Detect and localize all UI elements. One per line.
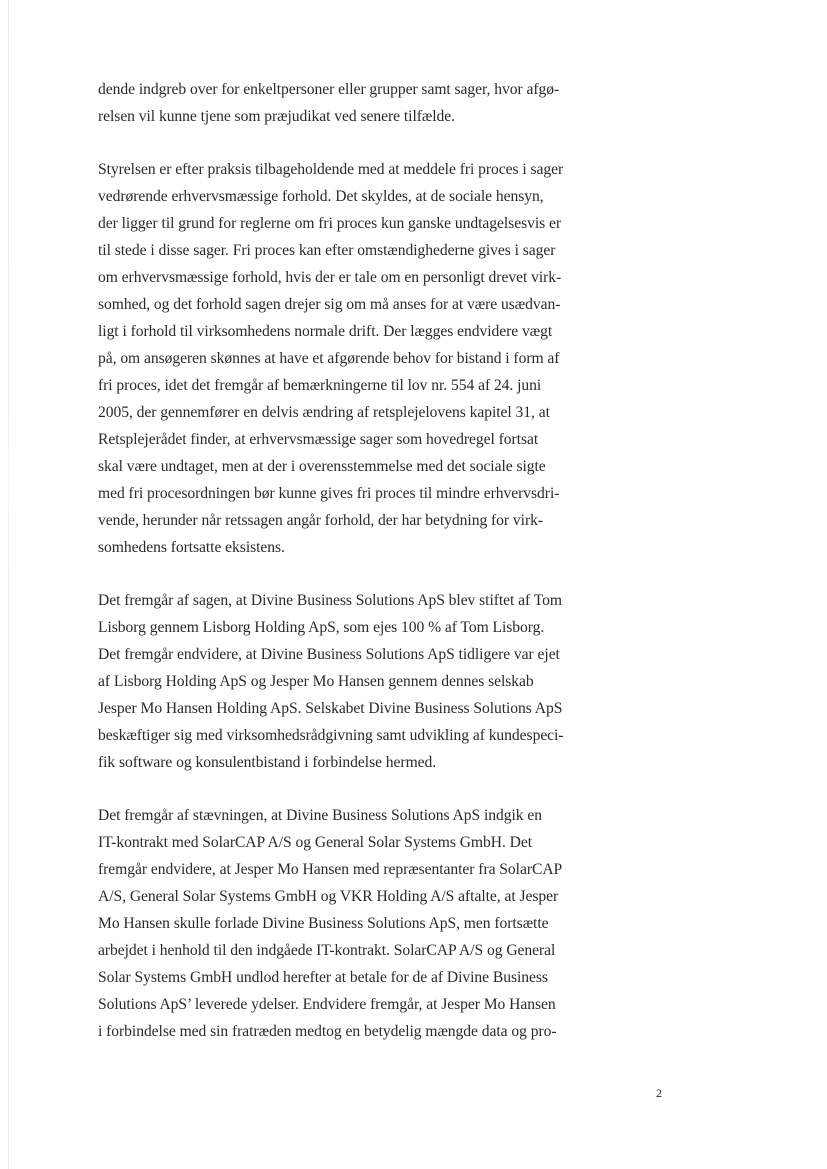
text-line: vende, herunder når retssagen angår forhold, der har betydning for virk- [98,512,543,529]
text-line: om erhvervsmæssige forhold, hvis der er tale om en personligt drevet virk- [98,269,562,286]
text-line: Mo Hansen skulle forlade Divine Business Solutions ApS, men fortsætte [98,915,549,932]
text-line: på, om ansøgeren skønnes at have et afgørende behov for bistand i form af [98,350,560,367]
text-line: Styrelsen er efter praksis tilbageholdende med at meddele fri proces i sager [98,161,564,178]
text-line: Retsplejerådet finder, at erhvervsmæssige sager som hovedregel fortsat [98,431,539,448]
text-line: der ligger til grund for reglerne om fri proces kun ganske undtagelsesvis er [98,215,562,232]
text-line: fik software og konsulentbistand i forbindelse hermed. [98,754,437,771]
paragraph-2 [98,156,618,561]
text-line: Det fremgår af sagen, at Divine Business Solutions ApS blev stiftet af Tom [98,592,562,609]
text-line: dende indgreb over for enkeltpersoner eller grupper samt sager, hvor afgø- [98,81,560,98]
text-line: fremgår endvidere, at Jesper Mo Hansen med repræsentanter fra SolarCAP [98,861,563,878]
text-line: arbejdet i henhold til den indgåede IT-kontrakt. SolarCAP A/S og General [98,942,556,959]
text-line: IT-kontrakt med SolarCAP A/S og General Solar Systems GmbH. Det [98,834,533,851]
text-line: relsen vil kunne tjene som præjudikat ved senere tilfælde. [98,108,455,125]
text-line: vedrørende erhvervsmæssige forhold. Det skyldes, at de sociale hensyn, [98,188,544,205]
text-line: til stede i disse sager. Fri proces kan efter omstændighederne gives i sager [98,242,556,259]
text-line: Solar Systems GmbH undlod herefter at betale for de af Divine Business [98,969,548,986]
text-line: A/S, General Solar Systems GmbH og VKR Holding A/S aftalte, at Jesper [98,888,559,905]
page-number: 2 [656,1086,662,1100]
text-line: Solutions ApS’ leverede ydelser. Endvidere fremgår, at Jesper Mo Hansen [98,996,556,1013]
paragraph-4 [98,802,618,1045]
text-line: beskæftiger sig med virksomhedsrådgivning samt udvikling af kundespeci- [98,727,564,744]
text-line: 2005, der gennemfører en delvis ændring af retsplejelovens kapitel 31, at [98,404,550,421]
text-line: Lisborg gennem Lisborg Holding ApS, som ejes 100 % af Tom Lisborg. [98,619,545,636]
text-line: af Lisborg Holding ApS og Jesper Mo Hansen gennem dennes selskab [98,673,534,690]
text-line: ligt i forhold til virksomhedens normale drift. Der lægges endvidere vægt [98,323,553,340]
text-line: med fri procesordningen bør kunne gives fri proces til mindre erhvervsdri- [98,485,560,502]
text-line: somhedens fortsatte eksistens. [98,539,285,556]
text-line: Jesper Mo Hansen Holding ApS. Selskabet Divine Business Solutions ApS [98,700,563,717]
text-line: Det fremgår endvidere, at Divine Business Solutions ApS tidligere var ejet [98,646,560,663]
text-line: i forbindelse med sin fratræden medtog en betydelig mængde data og pro- [98,1023,557,1040]
text-line: fri proces, idet det fremgår af bemærkningerne til lov nr. 554 af 24. juni [98,377,542,394]
paragraph-1 [98,76,618,130]
text-line: Det fremgår af stævningen, at Divine Business Solutions ApS indgik en [98,807,542,824]
paragraph-3 [98,587,618,776]
scan-edge-line [8,0,9,1169]
text-line: skal være undtaget, men at der i overensstemmelse med det sociale sigte [98,458,546,475]
document-body [98,76,618,1071]
text-line: somhed, og det forhold sagen drejer sig om må anses for at være usædvan- [98,296,561,313]
